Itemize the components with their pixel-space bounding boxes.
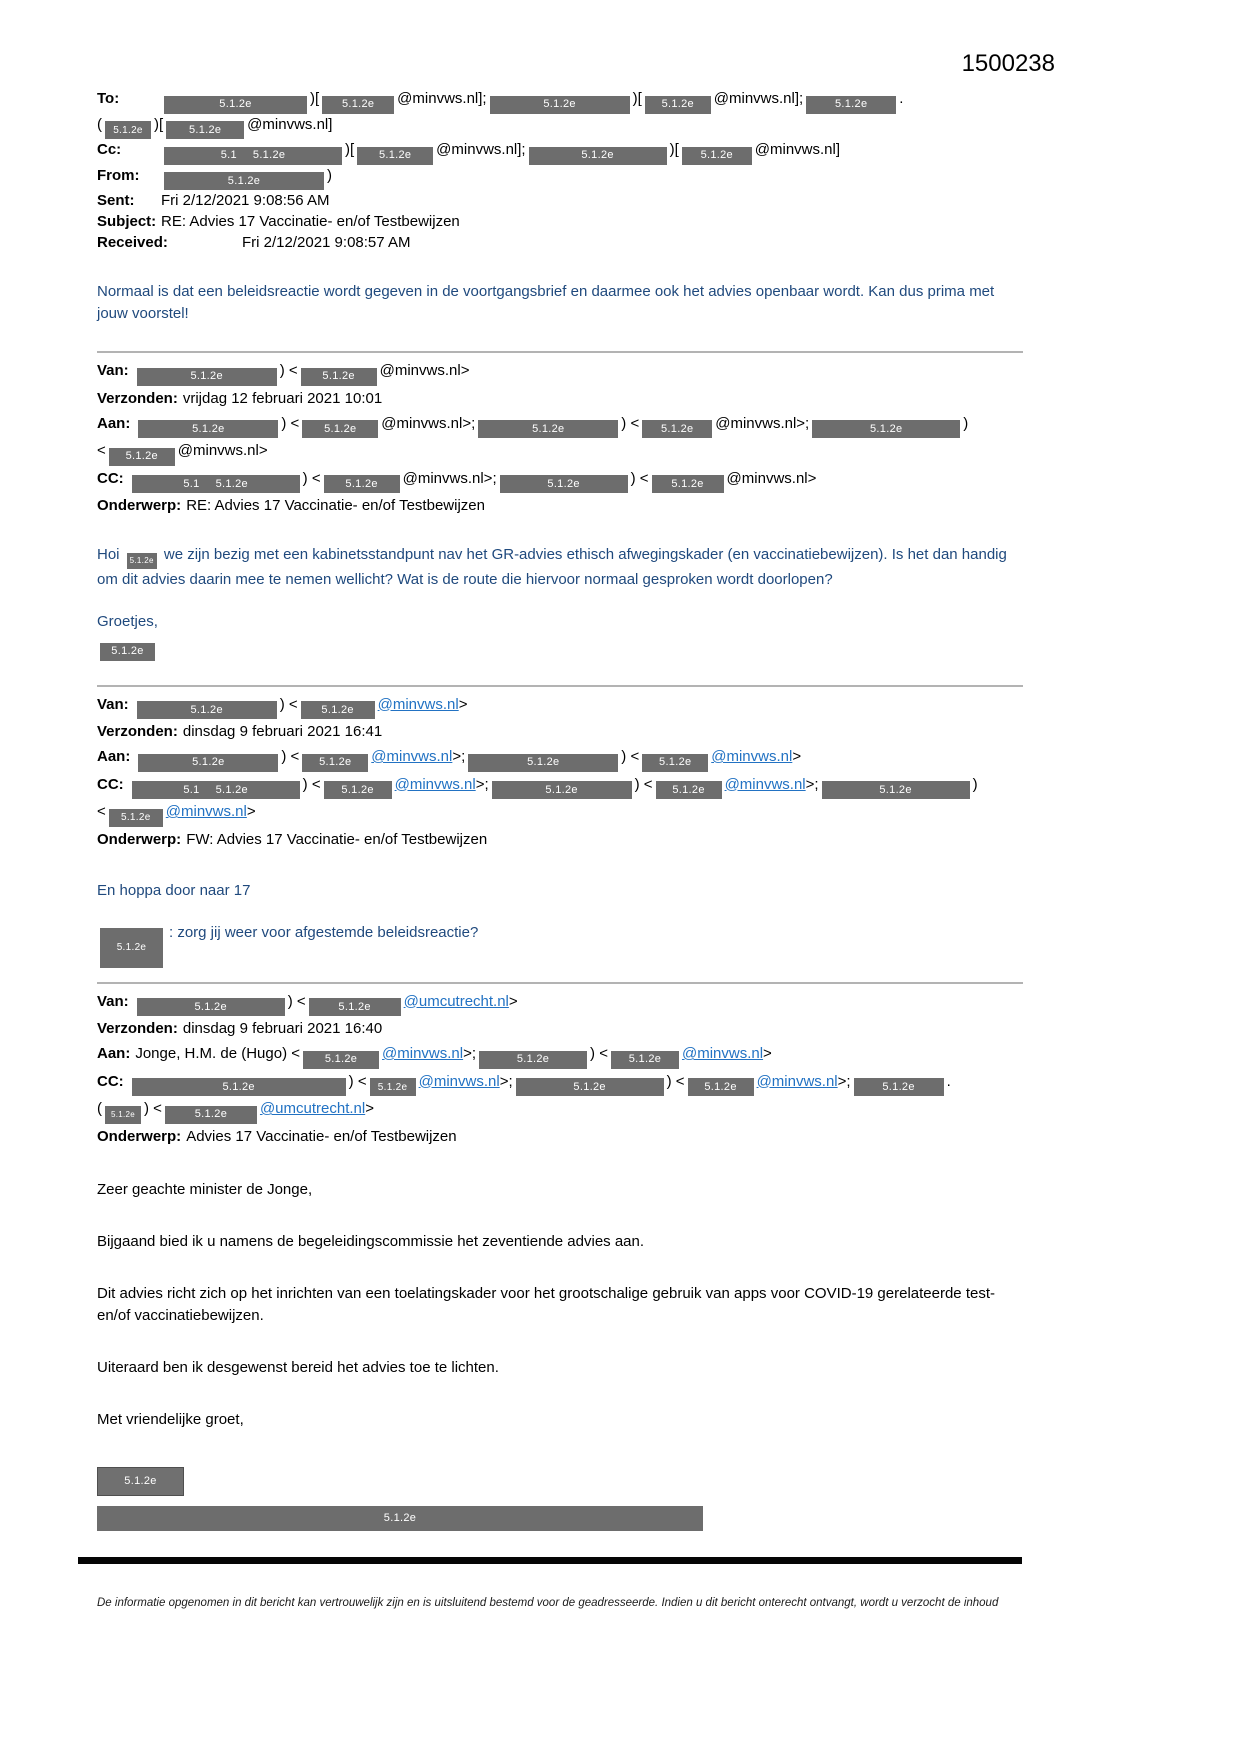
header-line <box>97 88 1167 114</box>
redaction-box: 5.1.2e <box>682 147 752 165</box>
redaction-box: 5.1.2e <box>137 998 285 1016</box>
field-label: Verzonden: <box>97 389 178 407</box>
redaction-box: 5.1.2e <box>301 701 375 719</box>
field-label: Van: <box>97 362 129 379</box>
text-segment: )[ <box>345 141 355 158</box>
letter-closing: Met vriendelijke groet, <box>97 1410 244 1428</box>
document-number: 1500238 <box>961 50 1055 77</box>
redaction-box: 5.1.2e <box>165 1106 257 1124</box>
text-segment: ) < <box>590 1045 608 1062</box>
field-label: Cc: <box>97 141 122 158</box>
signature-block <box>97 1461 1167 1533</box>
redaction-box: 5.1.2e <box>516 1078 664 1096</box>
disclaimer-text: De informatie opgenomen in dit bericht kan vertrouwelijk zijn en is uitsluitend bestemd voor de geadresseerde. Indien u dit bericht onterecht ontvangt, wordt u verzocht de inhoud <box>97 1596 999 1609</box>
header-line <box>97 989 1023 1017</box>
field-label: Aan: <box>97 748 131 765</box>
redaction-box: 5.1.2e <box>806 96 896 114</box>
text-segment: > <box>458 695 468 713</box>
quoted-email-1-headers <box>97 358 1023 518</box>
text-segment: ( <box>97 115 102 133</box>
email-address-link[interactable]: @minvws.nl <box>382 1045 464 1062</box>
redaction-box: 5.1.2e <box>138 754 278 772</box>
text-segment: Jonge, H.M. de (Hugo) < <box>135 1045 301 1062</box>
redaction-box: 5.1.2e <box>490 96 630 114</box>
field-label: Sent: <box>97 192 135 209</box>
text-segment: : zorg jij weer voor afgestemde beleidsreactie? <box>169 923 479 941</box>
redaction-box: 5.1.2e <box>97 1506 703 1531</box>
redaction-box: 5.1.2e <box>109 448 175 466</box>
redaction-box: 5.1.2e <box>132 1078 346 1096</box>
email-address-link[interactable]: @minvws.nl <box>756 1072 838 1090</box>
text-segment: @minvws.nl> <box>726 469 817 487</box>
text-segment: ) < <box>281 748 300 765</box>
text-segment: > <box>763 1045 772 1062</box>
quoted-email-2-headers <box>97 692 1023 852</box>
redaction-box-label: 5.1.2e <box>252 149 286 161</box>
email-address-link[interactable]: @minvws.nl <box>418 1072 500 1090</box>
text-segment: @minvws.nl> <box>177 442 268 459</box>
redaction-box: 5.1.2e <box>645 96 711 114</box>
field-label: To: <box>97 90 120 107</box>
letter-greeting: Zeer geachte minister de Jonge, <box>97 1180 313 1198</box>
redaction-box: 5.1.2e <box>357 147 433 165</box>
text-segment: < <box>97 442 106 459</box>
text-segment: ) < <box>281 414 300 432</box>
header-line <box>97 772 1023 800</box>
redaction-box-label: 5.1 <box>183 477 200 490</box>
email-address-link[interactable]: @minvws.nl <box>681 1045 764 1062</box>
header-line <box>97 232 1167 253</box>
letter-paragraph-2: Dit advies richt zich op het inrichten van een toelatingskader voor het grootschalige gebruik van apps voor COVID-19 gerelateerde test- en/of vaccinatiebewijzen. <box>97 1284 995 1324</box>
text-segment: ) < <box>144 1100 162 1117</box>
redaction-box <box>164 147 342 165</box>
redaction-box: 5.1.2e <box>642 420 712 438</box>
text-segment: )[ <box>632 90 642 107</box>
quoted-email-2 <box>97 685 1023 968</box>
text-segment: ) < <box>302 775 321 793</box>
text-segment: . <box>946 1072 951 1090</box>
email-address-link[interactable]: @minvws.nl <box>724 775 806 793</box>
redaction-box: 5.1.2e <box>100 643 155 661</box>
email-address-link[interactable]: @umcutrecht.nl <box>259 1100 366 1117</box>
quoted-email-1 <box>97 351 1023 661</box>
redaction-box: 5.1.2e <box>322 96 394 114</box>
text-segment: @minvws.nl> <box>379 362 470 379</box>
redaction-box-label: 5.1.2e <box>215 783 248 796</box>
redaction-box: 5.1.2e <box>164 172 324 190</box>
header-line <box>97 165 1167 191</box>
footer-rule <box>78 1557 1022 1564</box>
text-segment: ) <box>963 414 969 432</box>
text-segment: Advies 17 Vaccinatie- en/of Testbewijzen <box>186 1127 457 1145</box>
header-line <box>97 411 1023 439</box>
field-label: Verzonden: <box>97 723 178 740</box>
text-segment: >; <box>805 775 819 793</box>
redaction-box-label: 5.1 <box>220 149 237 161</box>
field-label: Subject: <box>97 213 157 230</box>
redaction-box: 5.1.2e <box>137 368 277 386</box>
header-line <box>97 190 1167 211</box>
text-segment: FW: Advies 17 Vaccinatie- en/of Testbewijzen <box>186 830 488 848</box>
redaction-box: 5.1.2e <box>166 121 244 139</box>
email-address-link[interactable]: @minvws.nl <box>371 748 453 765</box>
header-line <box>97 466 1023 494</box>
text-segment: >; <box>837 1072 851 1090</box>
text-segment: ) < <box>630 469 649 487</box>
text-segment: Fri 2/12/2021 9:08:56 AM <box>161 192 330 209</box>
text-segment: >; <box>499 1072 513 1090</box>
redaction-box: 5.1.2e <box>854 1078 944 1096</box>
field-label: Onderwerp: <box>97 497 182 514</box>
quoted-email-1-body <box>97 544 1023 591</box>
text-segment: ) <box>327 166 332 184</box>
field-label: Aan: <box>97 1045 131 1062</box>
redaction-box: 5.1.2e <box>302 754 368 772</box>
field-label: CC: <box>97 1072 124 1090</box>
text-segment: ( <box>97 1100 102 1117</box>
text-segment: )[ <box>669 141 679 158</box>
field-label: Onderwerp: <box>97 1127 182 1145</box>
quoted-email-3-headers <box>97 989 1023 1149</box>
header-line <box>97 692 1023 720</box>
text-segment: Hoi <box>97 546 124 563</box>
text-segment: @minvws.nl>; <box>381 414 476 432</box>
field-label: Onderwerp: <box>97 830 182 848</box>
reply-note-paragraph: Normaal is dat een beleidsreactie wordt gegeven in de voortgangsbrief en daarmee ook het advies openbaar wordt. Kan dus prima met jouw voorstel! <box>97 283 995 322</box>
header-line <box>97 1016 1023 1041</box>
redaction-box: 5.1.2e <box>611 1051 679 1069</box>
header-line <box>97 799 1023 827</box>
header-line <box>97 1096 1023 1124</box>
text-segment: Fri 2/12/2021 9:08:57 AM <box>242 234 411 251</box>
text-segment: @minvws.nl]; <box>397 90 487 107</box>
redaction-box: 5.1.2e <box>656 781 722 799</box>
header-line <box>97 719 1023 744</box>
redaction-box: 5.1.2e <box>822 781 970 799</box>
text-segment: > <box>792 748 802 765</box>
redaction-box <box>132 475 300 493</box>
text-segment: >; <box>475 775 489 793</box>
redaction-box: 5.1.2e <box>302 420 378 438</box>
redaction-box: 5.1.2e <box>100 928 163 968</box>
text-segment: . <box>899 90 904 107</box>
signature-name-redaction <box>97 1461 1167 1498</box>
text-segment: < <box>97 803 106 820</box>
field-label: Verzonden: <box>97 1020 178 1037</box>
email-header-block <box>97 88 1167 253</box>
text-segment: )[ <box>310 90 320 107</box>
email-address-link[interactable]: @minvws.nl <box>394 775 476 793</box>
redaction-box: 5.1.2e <box>105 121 151 139</box>
header-line <box>97 386 1023 411</box>
field-label: CC: <box>97 775 124 793</box>
signature-bar-redaction <box>97 1498 1167 1533</box>
header-line <box>97 438 1023 466</box>
text-segment: >; <box>452 748 466 765</box>
header-line <box>97 1041 1023 1069</box>
email-address-link[interactable]: @umcutrecht.nl <box>403 992 509 1010</box>
header-line <box>97 1124 1023 1149</box>
field-label: Van: <box>97 695 129 713</box>
text-segment: ) < <box>621 414 640 432</box>
email-content <box>97 88 1167 1622</box>
redaction-box: 5.1.2e <box>500 475 628 493</box>
quoted-email-2-body: En hoppa door naar 17 <box>97 881 251 899</box>
text-segment: > <box>246 803 256 820</box>
redaction-box: 5.1.2e <box>324 475 400 493</box>
header-line <box>97 139 1167 165</box>
redaction-box: 5.1.2e <box>309 998 401 1016</box>
field-label: CC: <box>97 469 124 487</box>
text-segment: >; <box>463 1045 477 1062</box>
quoted-email-2-request-line <box>97 910 1023 968</box>
text-segment: > <box>365 1100 374 1117</box>
email-address-link[interactable]: @minvws.nl <box>711 748 793 765</box>
email-address-link[interactable]: @minvws.nl <box>377 695 459 713</box>
text-segment: we zijn bezig met een kabinetsstandpunt nav het GR-advies ethisch afwegingskader (en vaccinatiebewijzen). Is het dan handig om dit advies daarin mee te nemen wellicht? Wat is de route die hiervoor normaal gesproken wordt doorlopen? <box>97 546 1007 588</box>
header-line <box>97 1069 1023 1097</box>
text-segment: ) <box>972 775 978 793</box>
field-label: Aan: <box>97 414 131 432</box>
text-segment: ) < <box>621 748 640 765</box>
redaction-box: 5.1.2e <box>105 1106 141 1124</box>
header-line <box>97 114 1167 140</box>
text-segment: ) < <box>287 992 306 1010</box>
redaction-box: 5.1.2e <box>370 1078 416 1096</box>
text-segment: @minvws.nl] <box>754 141 841 158</box>
redaction-box: 5.1.2e <box>529 147 667 165</box>
redaction-box: 5.1.2e <box>479 1051 587 1069</box>
redaction-box: 5.1.2e <box>478 420 618 438</box>
text-segment: @minvws.nl]; <box>713 90 804 107</box>
redaction-box: 5.1.2e <box>688 1078 754 1096</box>
letter-paragraph-1: Bijgaand bied ik u namens de begeleidingscommissie het zeventiende advies aan. <box>97 1232 645 1250</box>
text-segment: RE: Advies 17 Vaccinatie- en/of Testbewijzen <box>161 213 460 230</box>
redaction-box: 5.1.2e <box>652 475 724 493</box>
redaction-box: 5.1.2e <box>303 1051 379 1069</box>
text-segment: dinsdag 9 februari 2021 16:41 <box>182 723 383 740</box>
text-segment: ) < <box>348 1072 367 1090</box>
redaction-box: 5.1.2e <box>97 1467 184 1496</box>
redaction-box: 5.1.2e <box>127 553 157 569</box>
header-line <box>97 744 1023 772</box>
quoted-email-1-signature-redaction <box>97 635 1023 661</box>
text-segment: dinsdag 9 februari 2021 16:40 <box>182 1020 383 1037</box>
redaction-box: 5.1.2e <box>324 781 392 799</box>
header-line <box>97 211 1167 232</box>
text-segment: ) < <box>279 695 298 713</box>
quoted-email-3 <box>97 982 1023 1431</box>
redaction-box-label: 5.1 <box>183 783 200 796</box>
text-segment: )[ <box>154 115 164 133</box>
field-label: Van: <box>97 992 129 1010</box>
quoted-email-1-closing: Groetjes, <box>97 613 158 630</box>
text-segment: RE: Advies 17 Vaccinatie- en/of Testbewijzen <box>186 497 485 514</box>
field-label: From: <box>97 166 140 184</box>
text-segment: @minvws.nl]; <box>436 141 526 158</box>
redaction-box: 5.1.2e <box>164 96 307 114</box>
redaction-box: 5.1.2e <box>492 781 632 799</box>
text-segment: ) < <box>279 362 298 379</box>
letter-paragraph-3: Uiteraard ben ik desgewenst bereid het advies toe te lichten. <box>97 1358 499 1376</box>
text-segment: > <box>508 992 518 1010</box>
text-segment: @minvws.nl>; <box>715 414 810 432</box>
text-segment: @minvws.nl>; <box>402 469 497 487</box>
redaction-box: 5.1.2e <box>812 420 960 438</box>
field-label: Received: <box>97 234 168 251</box>
text-segment: ) < <box>634 775 653 793</box>
header-line <box>97 827 1023 852</box>
text-segment: ) < <box>302 469 321 487</box>
redaction-box: 5.1.2e <box>138 420 278 438</box>
text-segment: @minvws.nl] <box>247 115 333 133</box>
redaction-box <box>132 781 300 799</box>
redaction-box: 5.1.2e <box>301 368 377 386</box>
redaction-box-label: 5.1.2e <box>215 477 248 490</box>
redaction-box: 5.1.2e <box>137 701 277 719</box>
text-segment: ) < <box>666 1072 685 1090</box>
redaction-box: 5.1.2e <box>468 754 618 772</box>
email-address-link[interactable]: @minvws.nl <box>165 803 247 820</box>
header-line <box>97 358 1023 386</box>
text-segment: vrijdag 12 februari 2021 10:01 <box>182 389 383 407</box>
redaction-box: 5.1.2e <box>642 754 708 772</box>
redaction-box: 5.1.2e <box>109 809 163 827</box>
header-line <box>97 493 1023 518</box>
